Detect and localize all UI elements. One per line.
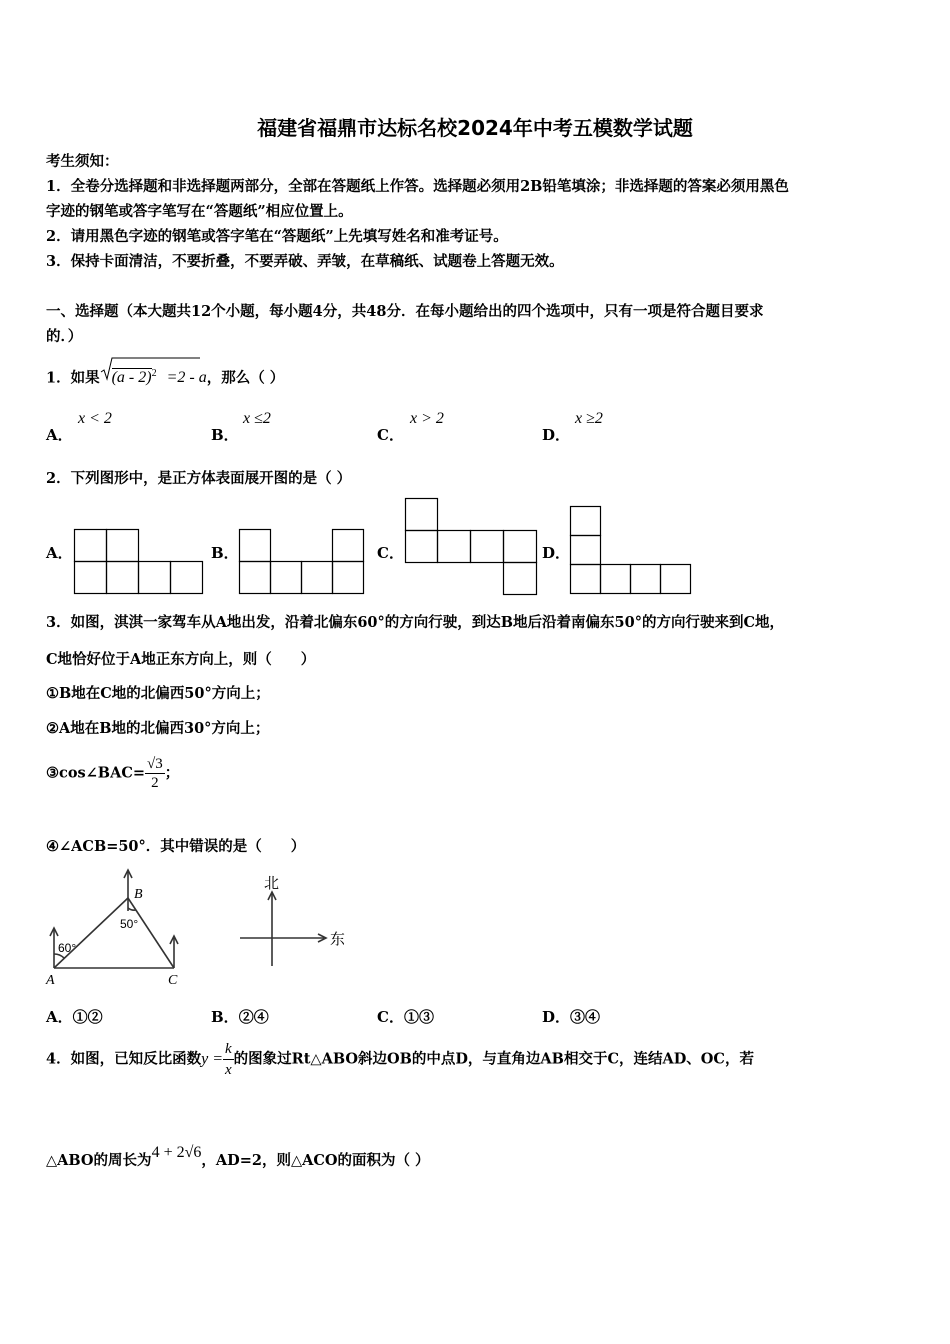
q2-stem: 2．下列图形中，是正方体表面展开图的是（ ） bbox=[46, 470, 352, 487]
q3-statement-1: ①B地在C地的北偏西50°方向上； bbox=[46, 685, 270, 702]
q2-option-d-label[interactable]: D． bbox=[542, 544, 571, 562]
q2-net-c[interactable] bbox=[405, 498, 540, 596]
q1-option-a-expr: x < 2 bbox=[78, 410, 112, 427]
q3-option-c[interactable] bbox=[377, 1006, 434, 1027]
q3-option-a[interactable] bbox=[46, 1006, 103, 1027]
q1-option-b-expr: x ≤2 bbox=[243, 410, 271, 427]
q1-radicand: (a - 2) bbox=[111, 369, 152, 387]
q2-net-a[interactable] bbox=[74, 529, 204, 595]
q4-func-num: k bbox=[223, 1039, 234, 1060]
q3-option-d[interactable] bbox=[542, 1006, 600, 1027]
q3-fig-label-b: B bbox=[134, 887, 143, 902]
q3-statement-3 bbox=[46, 755, 179, 792]
notice-line-2: 2．请用黑色字迹的钢笔或答字笔在“答题纸”上先填写姓名和准考证号。 bbox=[46, 228, 508, 245]
q3-line2: C地恰好位于A地正东方向上，则（ ） bbox=[46, 651, 316, 668]
q1-option-c-expr: x > 2 bbox=[410, 410, 444, 427]
notice-line-1b: 字迹的钢笔或答字笔写在“答题纸”相应位置上。 bbox=[46, 203, 353, 220]
page-title: 福建省福鼎市达标名校2024年中考五模数学试题 bbox=[257, 116, 693, 140]
q3-fig-north: 北 bbox=[264, 874, 280, 892]
q3-s3-suffix: ； bbox=[164, 764, 180, 782]
q3-s3-fraction bbox=[145, 755, 165, 792]
q4-line1-suffix: 的图象过Rt△ABO斜边OB的中点D，与直角边AB相交于C，连结AD、OC，若 bbox=[233, 1050, 754, 1068]
q3-fig-label-c: C bbox=[168, 973, 178, 988]
q3-option-b-text: ②④ bbox=[238, 1008, 269, 1026]
notice-heading: 考生须知： bbox=[46, 153, 119, 170]
section1-line2: 的．） bbox=[46, 328, 83, 345]
q1-radical bbox=[100, 365, 157, 387]
radical-sign-icon bbox=[100, 359, 114, 383]
q1-option-b-label[interactable]: B． bbox=[211, 426, 239, 444]
q1-prefix: 1．如果 bbox=[46, 369, 100, 387]
q4-perimeter: 4 + 2√6 bbox=[151, 1144, 202, 1161]
q4-line1 bbox=[46, 1039, 754, 1080]
q4-line2 bbox=[46, 1144, 430, 1170]
q3-fig-east: 东 bbox=[330, 930, 346, 948]
q3-option-d-text: ③④ bbox=[570, 1008, 601, 1026]
q3-statement-4: ④∠ACB=50°．其中错误的是（ ） bbox=[46, 838, 306, 855]
notice-line-1a: 1．全卷分选择题和非选择题两部分，全部在答题纸上作答。选择题必须用2B铅笔填涂；非选择题的答案必须用黑色 bbox=[46, 178, 789, 195]
q4-line2-suffix: ，AD=2，则△ACO的面积为（ ） bbox=[201, 1152, 430, 1169]
q3-fig-angle-50: 50° bbox=[120, 917, 139, 931]
q4-func-fraction bbox=[223, 1039, 234, 1080]
q4-func-den: x bbox=[225, 1062, 232, 1078]
q1-option-d-label[interactable]: D． bbox=[542, 426, 571, 444]
q3-s3-den: 2 bbox=[151, 775, 159, 791]
notice-line-3: 3．保持卡面清洁，不要折叠，不要弄破、弄皱，在草稿纸、试题卷上答题无效。 bbox=[46, 253, 564, 270]
q1-option-a-label[interactable]: A． bbox=[46, 426, 73, 444]
q2-option-c-label[interactable]: C． bbox=[377, 544, 404, 562]
q3-option-a-text: ①② bbox=[72, 1008, 103, 1026]
q3-s3-num: √3 bbox=[147, 756, 163, 772]
q1-option-c-label[interactable]: C． bbox=[377, 426, 404, 444]
q1-exponent: 2 bbox=[151, 368, 157, 379]
q1-rhs: =2 - a bbox=[166, 369, 207, 387]
q3-line1: 3．如图，淇淇一家驾车从A地出发，沿着北偏东60°的方向行驶，到达B地后沿着南偏东50°的方向行驶来到C地， bbox=[46, 614, 784, 631]
q3-option-c-text: ①③ bbox=[403, 1008, 434, 1026]
q1-stem bbox=[46, 365, 284, 387]
q3-fig-angle-60: 60° bbox=[58, 941, 77, 955]
q3-statement-2: ②A地在B地的北偏西30°方向上； bbox=[46, 720, 270, 737]
q4-func-lhs: y = bbox=[201, 1050, 223, 1068]
q3-option-d-label: D． bbox=[542, 1008, 571, 1026]
q1-suffix: ，那么（ ） bbox=[206, 369, 285, 387]
q3-option-b[interactable] bbox=[211, 1006, 269, 1027]
q2-net-d[interactable] bbox=[570, 506, 692, 596]
q3-triangle-figure bbox=[44, 866, 184, 991]
q1-option-d-expr: x ≥2 bbox=[575, 410, 603, 427]
q3-option-b-label: B． bbox=[211, 1008, 239, 1026]
q2-net-b[interactable] bbox=[239, 529, 369, 595]
q3-option-c-label: C． bbox=[377, 1008, 404, 1026]
q2-option-b-label[interactable]: B． bbox=[211, 544, 239, 562]
q4-line2-prefix: △ABO的周长为 bbox=[46, 1152, 152, 1169]
q2-option-a-label[interactable]: A． bbox=[46, 544, 73, 562]
section1-line1: 一、选择题（本大题共12个小题，每小题4分，共48分．在每小题给出的四个选项中，只有一项是符合题目要求 bbox=[46, 303, 764, 320]
q4-prefix: 4．如图，已知反比函数 bbox=[46, 1050, 202, 1068]
q3-compass-figure bbox=[232, 870, 352, 990]
q3-s3-prefix: ③cos∠BAC= bbox=[46, 764, 146, 782]
q3-fig-label-a: A bbox=[46, 973, 55, 988]
q3-option-a-label: A． bbox=[46, 1008, 73, 1026]
